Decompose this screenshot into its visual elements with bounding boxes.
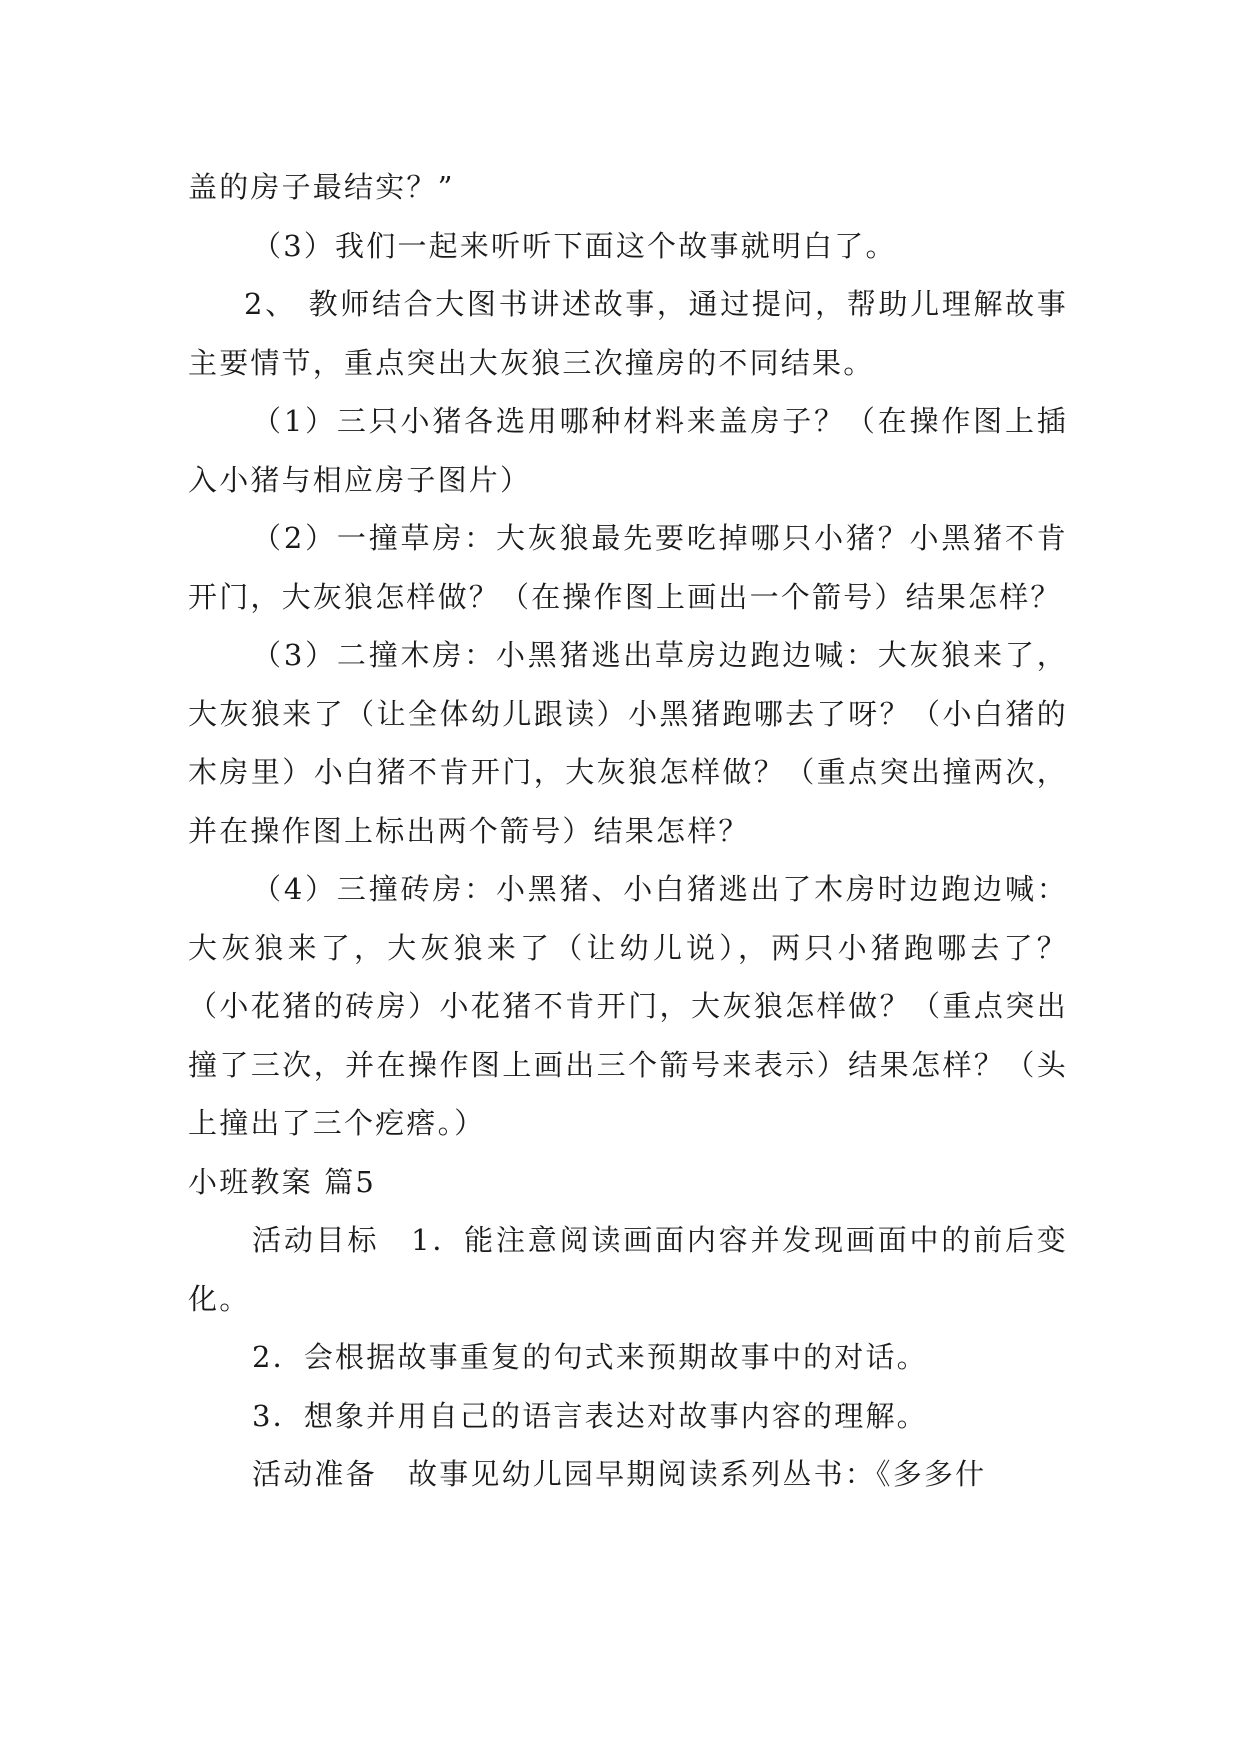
paragraph-step-2-4: （4）三撞砖房：小黑猪、小白猪逃出了木房时边跑边喊：大灰狼来了，大灰狼来了（让幼儿说），两只小猪跑哪去了？（小花猪的砖房）小花猪不肯开门，大灰狼怎样做？（重点突出撞了三次，并在操作图上画出三个箭号来表示）结果怎样？（头上撞出了三个疙瘩。） — [188, 872, 1068, 1140]
paragraph-activity-goal-1: 活动目标 1．能注意阅读画面内容并发现画面中的前后变化。 — [188, 1223, 1068, 1316]
paragraph-step-2-1: （1）三只小猪各选用哪种材料来盖房子？（在操作图上插入小猪与相应房子图片） — [188, 404, 1068, 497]
paragraph-activity-preparation: 活动准备 故事见幼儿园早期阅读系列丛书：《多多什 — [252, 1457, 987, 1491]
section-heading: 小班教案 篇5 — [188, 1164, 377, 1199]
paragraph-activity-goal-2: 2．会根据故事重复的句式来预期故事中的对话。 — [252, 1340, 928, 1374]
paragraph-continuation: 盖的房子最结实？” — [188, 170, 455, 204]
paragraph-step-1-3: （3）我们一起来听听下面这个故事就明白了。 — [252, 228, 897, 263]
paragraph-step-2: 2、 教师结合大图书讲述故事，通过提问，帮助儿理解故事主要情节，重点突出大灰狼三次撞房的不同结果。 — [188, 287, 1068, 380]
paragraph-step-2-2: （2）一撞草房：大灰狼最先要吃掉哪只小猪？小黑猪不肯开门，大灰狼怎样做？（在操作图上画出一个箭号）结果怎样？ — [188, 521, 1068, 614]
document-body — [188, 158, 1068, 1504]
paragraph-activity-goal-3: 3．想象并用自己的语言表达对故事内容的理解。 — [252, 1398, 928, 1433]
paragraph-step-2-3: （3）二撞木房：小黑猪逃出草房边跑边喊：大灰狼来了，大灰狼来了（让全体幼儿跟读）小黑猪跑哪去了呀？（小白猪的木房里）小白猪不肯开门，大灰狼怎样做？（重点突出撞两次，并在操作图上标出两个箭号）结果怎样？ — [188, 638, 1068, 848]
